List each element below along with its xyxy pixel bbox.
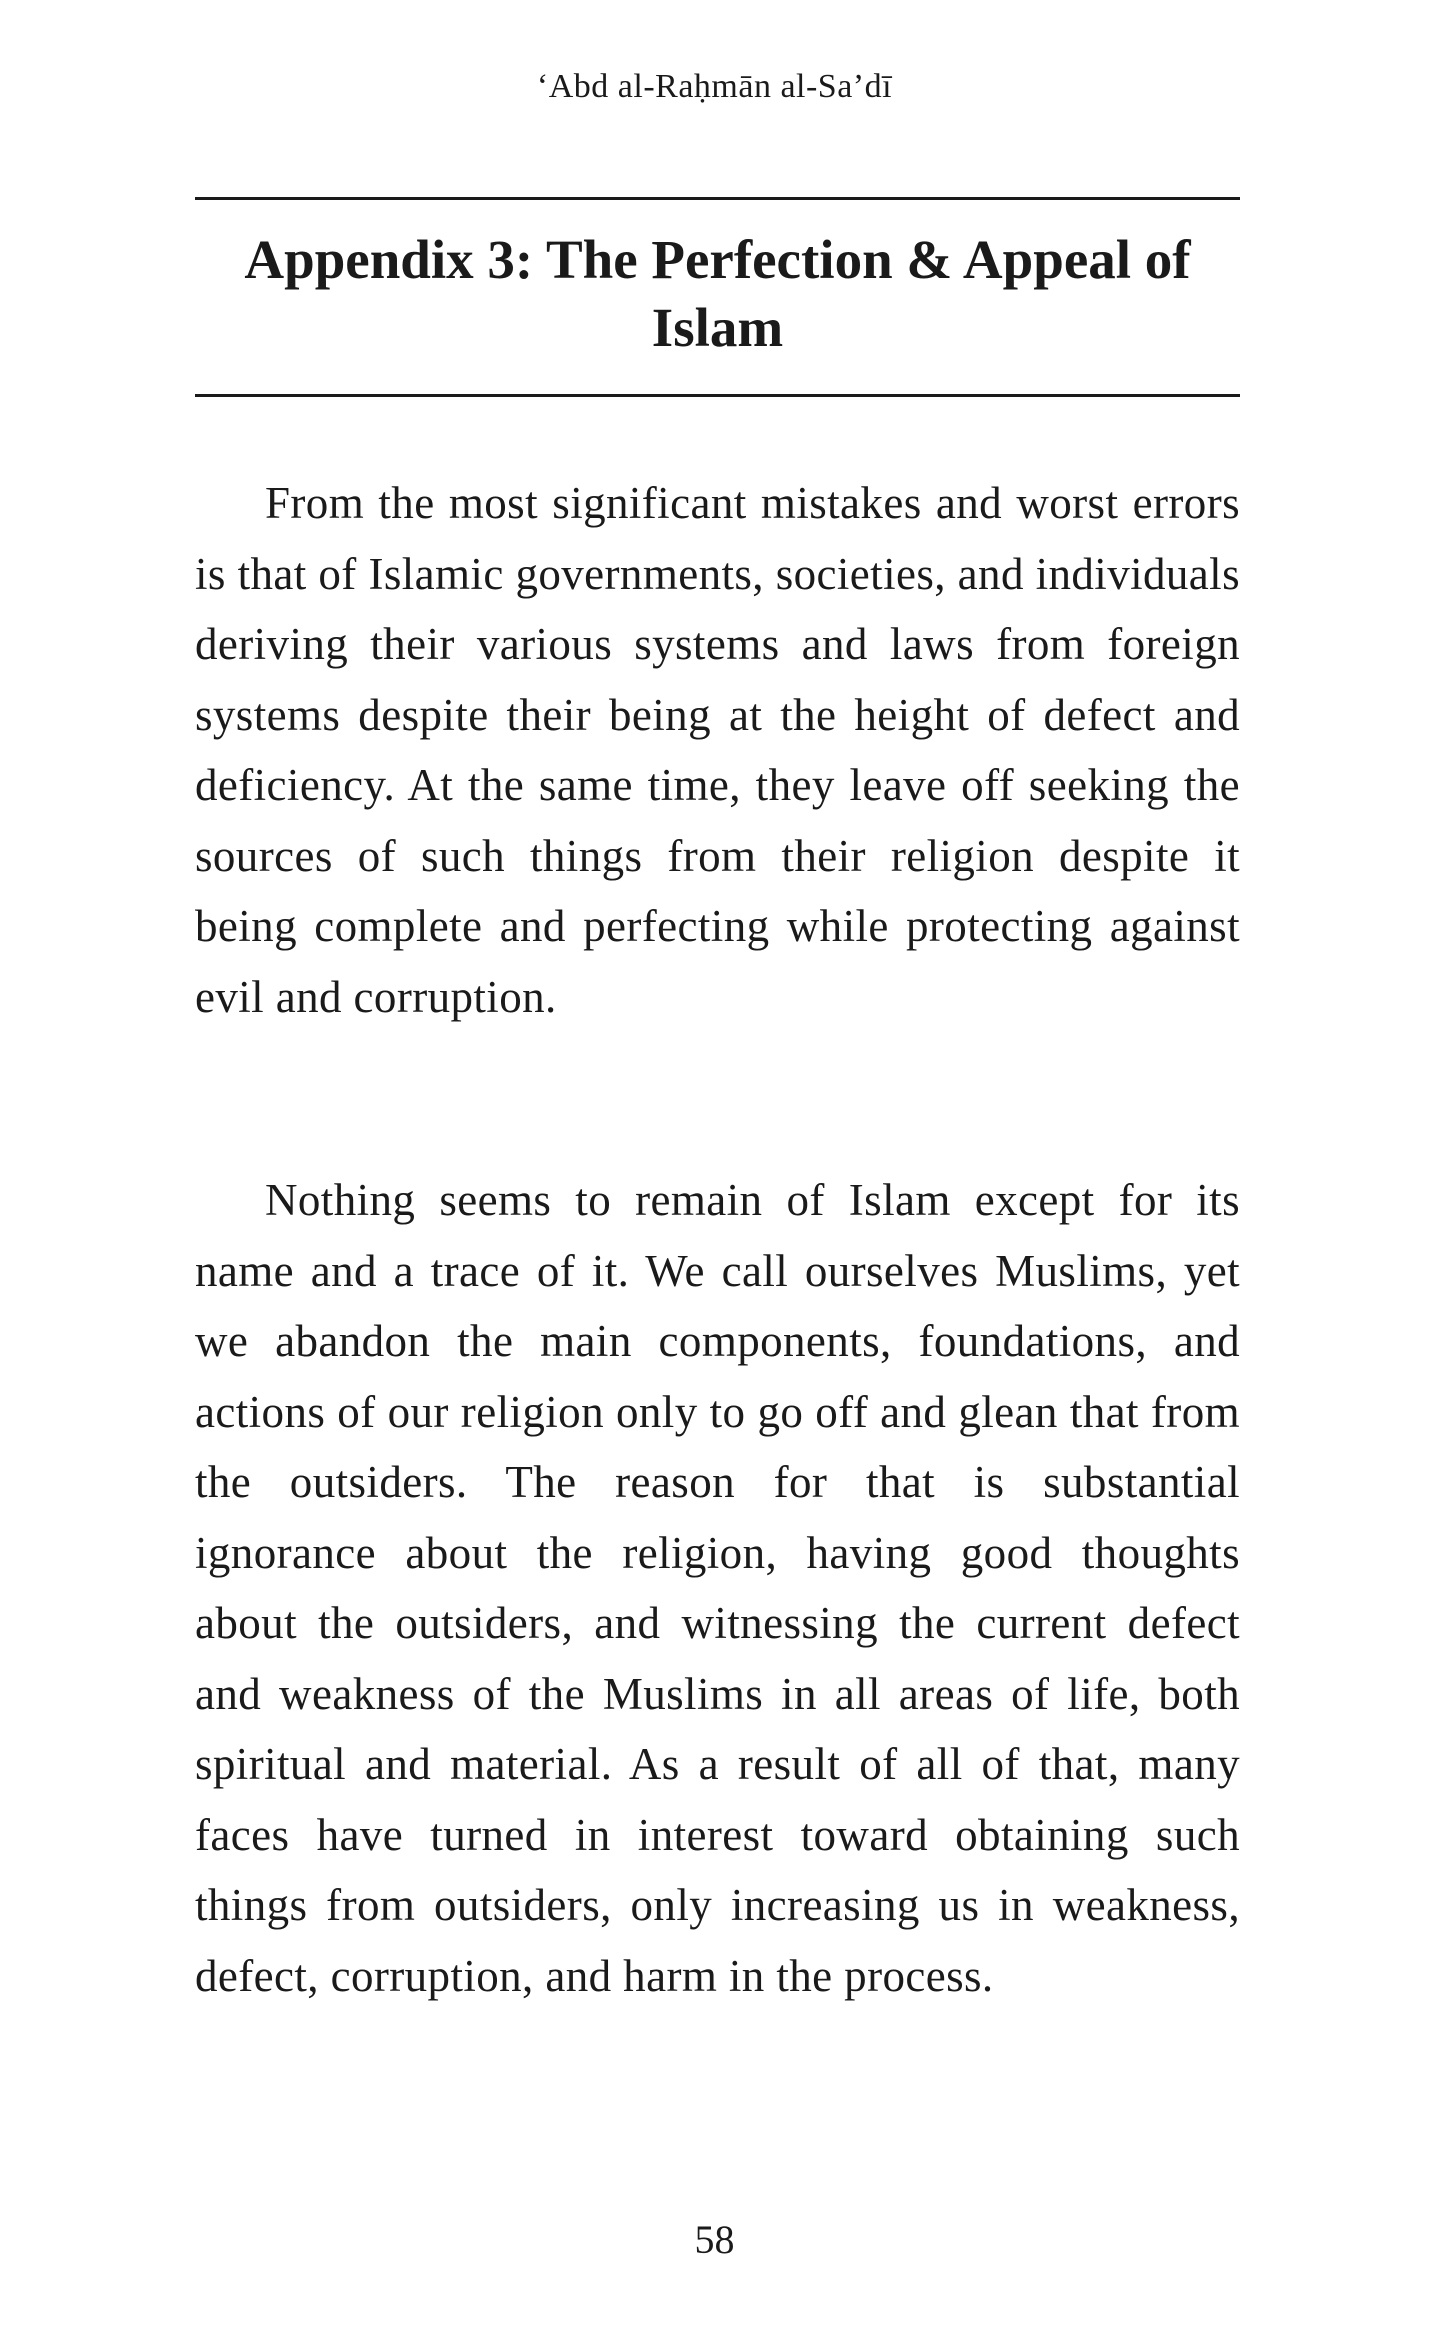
running-header: ‘Abd al-Raḥmān al-Sa’dī <box>536 68 893 105</box>
title-rule-top <box>195 197 1240 200</box>
paragraph-2: Nothing seems to remain of Islam except for its name and a trace of it. We call ourselves Muslims, yet we abandon the main components, foundations, and actions of our religion only to go off and glean that from the outsiders. The reason for that is substantial ignorance about the religion, having good thoughts about the outsiders, and witnessing the current defect and weakness of the Muslims in all areas of life, both spiritual and material. As a result of all of that, many faces have turned in interest toward obtaining such things from outsiders, only increasing us in weakness, defect, corruption, and harm in the process. <box>195 1175 1240 2001</box>
page-number: 58 <box>694 2217 735 2262</box>
chapter-title: Appendix 3: The Perfection & Appeal of Islam <box>244 229 1191 358</box>
paragraph-1: From the most significant mistakes and worst errors is that of Islamic governments, societies, and individuals deriving their various systems and laws from foreign systems despite their being at the height of defect and deficiency. At the same time, they leave off seeking the sources of such things from their religion despite it being complete and perfecting while protecting against evil and corruption. <box>195 478 1240 1022</box>
title-rule-bottom <box>195 394 1240 397</box>
